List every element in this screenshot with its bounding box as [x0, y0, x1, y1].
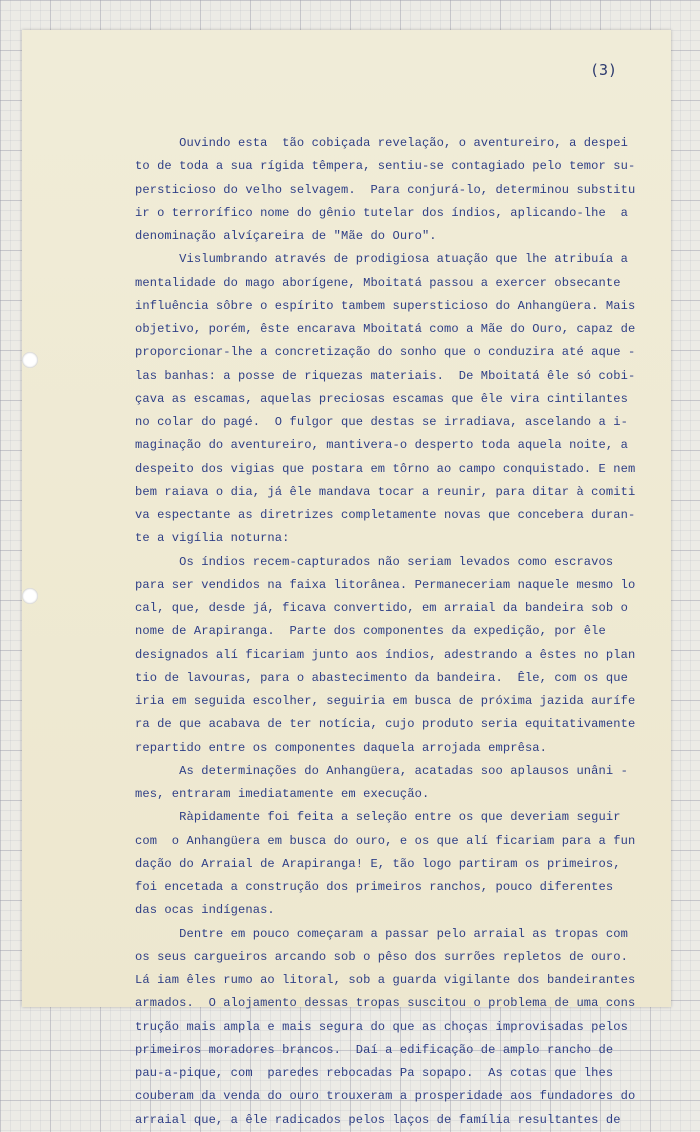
text-line: bem raiava o dia, já êle mandava tocar a reunir, para ditar à comiti — [135, 484, 636, 499]
paragraph — [135, 551, 660, 760]
text-line: couberam da venda do ouro trouxeram a prosperidade aos fundadores do — [135, 1089, 636, 1104]
text-line: foi encetada a construção dos primeiros ranchos, pouco diferentes — [135, 880, 614, 894]
text-line: ir o terrorífico nome do gênio tutelar dos índios, aplicando-lhe a — [135, 205, 628, 220]
text-line: no colar do pagé. O fulgor que destas se irradiava, ascelando a i- — [135, 415, 628, 429]
text-line: Os índios recem-capturados não seriam levados como escravos — [135, 554, 614, 569]
text-line: objetivo, porém, êste encarava Mboitatá como a Mãe do Ouro, capaz de — [135, 322, 636, 336]
text-line: arraial que, a êle radicados pelos laços de família resultantes de — [135, 1112, 621, 1127]
text-line: Lá iam êles rumo ao litoral, sob a guarda vigilante dos bandeirantes — [135, 973, 636, 987]
text-line: trução mais ampla e mais segura do que as choças improvisadas pelos — [135, 1019, 628, 1034]
body-text — [135, 132, 660, 1132]
text-line: das ocas indígenas. — [135, 903, 275, 918]
page-number: (3) — [590, 61, 618, 79]
text-line: armados. O alojamento dessas tropas suscitou o problema de uma cons — [135, 996, 636, 1011]
paragraph — [135, 132, 660, 248]
text-line: para ser vendidos na faixa litorânea. Permaneceriam naquele mesmo lo — [135, 577, 636, 592]
text-line: pau-a-pique, com paredes rebocadas Pa sopapo. As cotas que lhes — [135, 1066, 614, 1080]
text-line: dação do Arraial de Arapiranga! E, tão logo partiram os primeiros, — [135, 856, 621, 871]
typewritten-page — [22, 30, 671, 1127]
text-line: proporcionar-lhe a concretização do sonho que o conduzira até aque - — [135, 345, 636, 360]
text-line: primeiros moradores brancos. Daí a edificação de amplo rancho de — [135, 1042, 614, 1057]
text-line: las banhas: a posse de riquezas materiais. De Mboitatá êle só cobi- — [135, 368, 636, 383]
text-line: despeito dos vigias que postara em tôrno ao campo conquistado. E nem — [135, 461, 636, 476]
text-line: Vislumbrando através de prodigiosa atuação que lhe atribuía a — [135, 252, 628, 267]
paragraph — [135, 248, 660, 550]
text-line: com o Anhangüera em busca do ouro, e os que alí ficariam para a fun — [135, 833, 636, 848]
text-line: Dentre em pouco começaram a passar pelo arraial as tropas com — [135, 926, 628, 941]
text-line: va espectante as diretrizes completamente novas que concebera duran- — [135, 508, 636, 522]
text-line: cal, que, desde já, ficava convertido, em arraial da bandeira sob o — [135, 601, 628, 615]
text-line: Ràpidamente foi feita a seleção entre os que deveriam seguir — [135, 810, 621, 825]
paragraph — [135, 923, 660, 1132]
text-line: mentalidade do mago aborígene, Mboitatá passou a exercer obsecante — [135, 275, 621, 290]
text-line: Ouvindo esta tão cobiçada revelação, o aventureiro, a despei — [135, 136, 628, 150]
text-line: As determinações do Anhangüera, acatadas soo aplausos unâni - — [135, 763, 628, 778]
text-line: designados alí ficariam junto aos índios, adestrando a êstes no plan — [135, 647, 636, 662]
paragraph — [135, 806, 660, 922]
text-line: os seus cargueiros arcando sob o pêso dos surrões repletos de ouro. — [135, 949, 628, 964]
text-line: denominação alvíçareira de "Mãe do Ouro". — [135, 229, 437, 243]
text-line: te a vigília noturna: — [135, 531, 290, 546]
text-line: tio de lavouras, para o abastecimento da bandeira. Êle, com os que — [135, 670, 628, 685]
text-line: iria em seguida escolher, seguiria em busca de próxima jazida aurífe — [135, 694, 636, 708]
text-line: ra de que acabava de ter notícia, cujo produto seria equitativamente — [135, 717, 636, 732]
text-line: influência sôbre o espírito tambem supersticioso do Anhangüera. Mais — [135, 298, 636, 313]
paragraph — [135, 760, 660, 807]
text-line: çava as escamas, aquelas preciosas escamas que êle vira cintilantes — [135, 391, 628, 406]
text-line: to de toda a sua rígida têmpera, sentiu-se contagiado pelo temor su- — [135, 159, 636, 174]
punch-hole-upper — [22, 352, 38, 368]
text-line: persticioso do velho selvagem. Para conjurá-lo, determinou substitu — [135, 182, 636, 197]
punch-hole-lower — [22, 588, 38, 604]
text-line: mes, entraram imediatamente em execução. — [135, 787, 430, 801]
text-line: maginação do aventureiro, mantivera-o desperto toda aquela noite, a — [135, 438, 628, 453]
text-line: nome de Arapiranga. Parte dos componentes da expedição, por êle — [135, 624, 606, 639]
text-line: repartido entre os componentes daquela arrojada emprêsa. — [135, 740, 548, 755]
